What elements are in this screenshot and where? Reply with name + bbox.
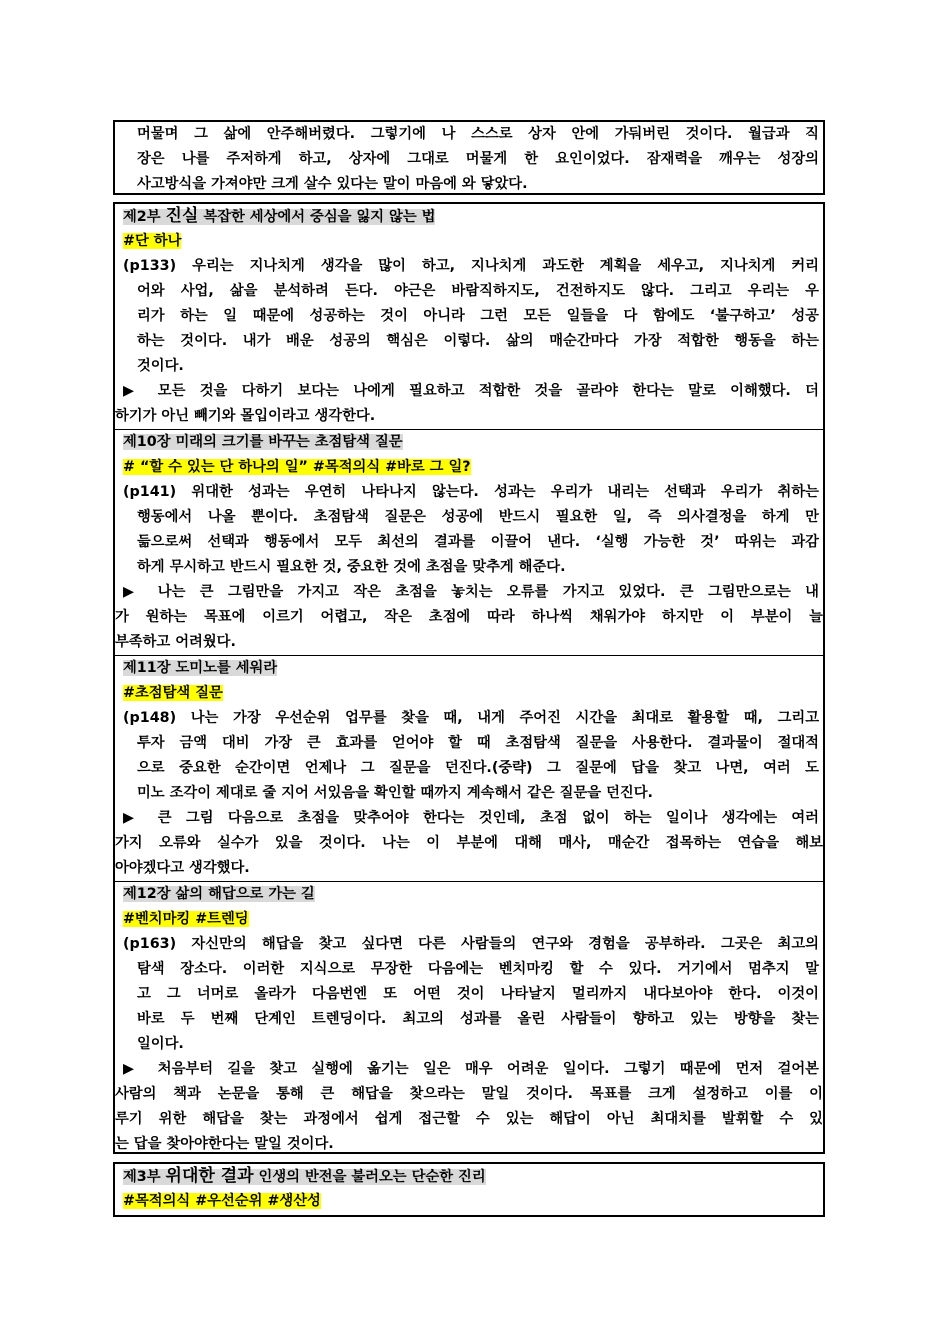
part-title: 진실 <box>165 206 199 226</box>
text-line: 사람의 책과 논문을 통해 큰 해답을 찾으라는 말일 것이다. 목표를 크게 설정하고 이를 이 <box>115 1086 823 1102</box>
text-line: (p148) 나는 가장 우선순위 업무를 찾을 때, 내게 주어진 시간을 최대로 활용할 때, 그리고 <box>123 710 819 726</box>
text-line: 탐색 장소다. 이러한 지식으로 무장한 다음에는 벤치마킹 할 수 있다. 거기에서 멈추지 말 <box>137 961 819 977</box>
text-line: 일이다. <box>137 1036 184 1052</box>
hashtag-line: # “할 수 있는 단 하나의 일” #목적의식 #바로 그 일? <box>123 459 471 475</box>
part3-box <box>113 1162 825 1217</box>
chapter-header: 제12장 삶의 해답으로 가는 길 <box>123 886 315 902</box>
text-line: 가 원하는 목표에 이르기 어렵고, 작은 초점에 따라 하나씩 채워가야 하지만 이 부분이 늘 <box>115 609 823 625</box>
text-line: ▶ 모든 것을 다하기 보다는 나에게 필요하고 적합한 것을 골라야 한다는 말로 이해했다. 더 <box>123 383 819 399</box>
text-line: 장은 나를 주저하게 하고, 상자에 그대로 머물게 한 요인이었다. 잠재력을 깨우는 성장의 <box>137 151 819 167</box>
hashtag-line: #초점탐색 질문 <box>123 685 223 701</box>
note-paragraph <box>115 580 823 655</box>
text-line: 리가 하는 일 때문에 성공하는 것이 아니라 그런 모든 일들을 다 함에도 ‘불구하고’ 성공 <box>137 308 819 324</box>
text-line: (p163) 자신만의 해답을 찾고 싶다면 다른 사람들의 연구와 경험을 공부하라. 그곳은 최고의 <box>123 936 819 952</box>
chapter10-section <box>115 429 823 655</box>
text-line: 는 답을 찾아야한다는 말일 것이다. <box>115 1136 334 1152</box>
text-line: 가지 오류와 실수가 있을 것이다. 나는 이 부분에 대해 매사, 매순간 접목하는 연습을 해보 <box>115 835 823 851</box>
note-paragraph <box>115 806 823 881</box>
part-label: 제2부 <box>123 209 166 225</box>
quote-paragraph <box>115 932 823 1057</box>
text-line: 부족하고 어려웠다. <box>115 634 236 650</box>
quote-paragraph <box>115 480 823 580</box>
text-line: 미노 조각이 제대로 줄 지어 서있음을 확인할 때까지 계속해서 같은 질문을 던진다. <box>137 785 653 801</box>
text-line: 하는 것이다. 내가 배운 성공의 핵심은 이렇다. 삶의 매순간마다 가장 적합한 행동을 하는 <box>137 333 819 349</box>
text-line: 으로 중요한 순간이면 언제나 그 질문을 던진다.(중략) 그 질문에 답을 찾고 나면, 여러 도 <box>137 760 819 776</box>
continuation-box <box>113 120 825 195</box>
chapter-header: 제10장 미래의 크기를 바꾸는 초점탐색 질문 <box>123 434 403 450</box>
text-line: 듦으로써 선택과 행동에서 모두 최선의 결과를 이끌어 낸다. ‘실행 가능한 것’ 따위는 과감 <box>137 534 819 550</box>
text-line: 행동에서 나올 뿐이다. 초점탐색 질문은 성공에 반드시 필요한 일, 즉 의사결정을 하게 만 <box>137 509 819 525</box>
text-line: (p133) 우리는 지나치게 생각을 많이 하고, 지나치게 과도한 계획을 세우고, 지나치게 커리 <box>123 258 819 274</box>
chapter-header: 제11장 도미노를 세워라 <box>123 660 278 676</box>
hashtag-line: #목적의식 #우선순위 #생산성 <box>123 1193 321 1209</box>
quote-paragraph <box>115 254 823 379</box>
text-line: ▶ 처음부터 길을 찾고 실행에 옮기는 일은 매우 어려운 일이다. 그렇기 때문에 먼저 걸어본 <box>123 1061 819 1077</box>
text-line: 투자 금액 대비 가장 큰 효과를 얻어야 할 때 초점탐색 질문을 사용한다. 결과물이 절대적 <box>137 735 819 751</box>
quote-paragraph <box>115 706 823 806</box>
chapter12-section <box>115 881 823 1157</box>
text-line: 아야겠다고 생각했다. <box>115 860 250 876</box>
part2-section <box>115 204 823 429</box>
text-line: 것이다. <box>137 358 184 374</box>
text-line: 하게 무시하고 반드시 필요한 것, 중요한 것에 초점을 맞추게 해준다. <box>137 559 566 575</box>
chapter11-section <box>115 655 823 881</box>
part-subtitle: 복잡한 세상에서 중심을 잃지 않는 법 <box>198 209 436 225</box>
part-subtitle: 인생의 반전을 불러오는 단순한 진리 <box>253 1169 486 1185</box>
text-line: 루기 위한 해답을 찾는 과정에서 쉽게 접근할 수 있는 해답이 아닌 최대치를 발휘할 수 있 <box>115 1111 823 1127</box>
note-paragraph <box>115 1057 823 1157</box>
text-line: 고 그 너머로 올라가 다음번엔 또 어떤 것이 나타날지 멀리까지 내다보아야 한다. 이것이 <box>137 986 819 1002</box>
text-line: 사고방식을 가져야만 크게 살수 있다는 말이 마음에 와 닿았다. <box>137 176 528 192</box>
text-line: 머물며 그 삶에 안주해버렸다. 그렇기에 나 스스로 상자 안에 가둬버린 것이다. 월급과 직 <box>137 126 819 142</box>
part2-header <box>115 204 823 229</box>
part-label: 제3부 <box>123 1169 166 1185</box>
part3-header <box>115 1164 823 1189</box>
part-title: 위대한 결과 <box>165 1166 254 1186</box>
text-line: 어와 사업, 삶을 분석하려 든다. 야근은 바람직하지도, 건전하지도 않다. 그리고 우리는 우 <box>137 283 819 299</box>
text-line: 하기가 아닌 빼기와 몰입이라고 생각한다. <box>115 408 376 424</box>
text-line: 바로 두 번째 단계인 트렌딩이다. 최고의 성과를 올린 사람들이 향하고 있는 방향을 찾는 <box>137 1011 819 1027</box>
hashtag-line: #단 하나 <box>123 233 182 249</box>
text-line: (p141) 위대한 성과는 우연히 나타나지 않는다. 성과는 우리가 내리는 선택과 우리가 취하는 <box>123 484 819 500</box>
hashtag-line: #벤치마킹 #트렌딩 <box>123 911 249 927</box>
note-paragraph <box>115 379 823 429</box>
part2-box <box>113 202 825 1154</box>
text-line: ▶ 나는 큰 그림만을 가지고 작은 초점을 놓치는 오류를 가지고 있었다. 큰 그림만으로는 내 <box>123 584 819 600</box>
text-line: ▶ 큰 그림 다음으로 초점을 맞추어야 한다는 것인데, 초점 없이 하는 일이나 생각에는 여러 <box>123 810 819 826</box>
